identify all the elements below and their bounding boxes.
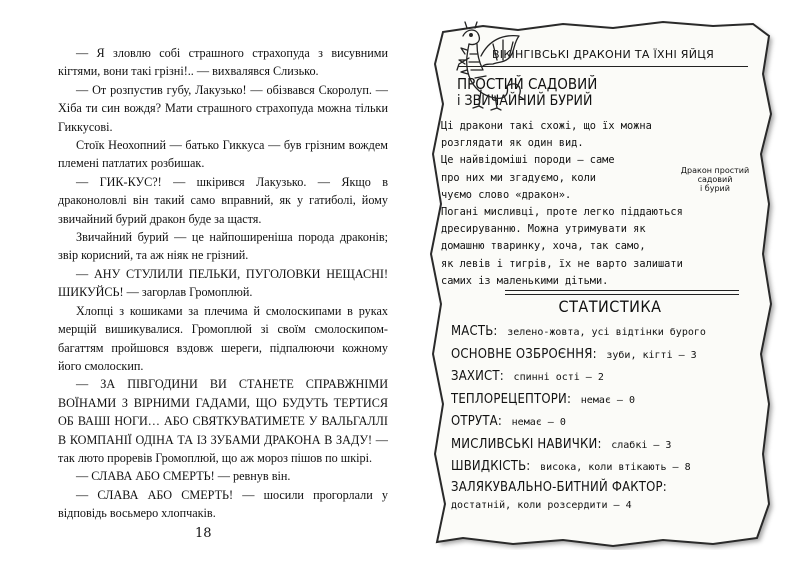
description-line: Ці дракони такі схожі, що їх можна [441,120,652,132]
paragraph: — Я зловлю собі страшного страхопуда з висувними кігтями, вони такі грізні!.. — вихвалявся Слизько. [58,46,388,79]
sheet-header: ВІКІНГІВСЬКІ ДРАКОНИ ТА ЇХНІ ЯЙЦЯ [491,48,715,61]
stat-value: достатній, коли розсердити — 4 [451,499,632,511]
stat-row [451,387,751,410]
illustration-caption [677,166,753,193]
stat-row [451,477,751,513]
stat-name: ОТРУТА: [451,414,503,429]
description-line: дресируванню. Можна утримувати як [441,223,646,236]
stat-row [451,342,751,365]
stat-value: немає — 0 [580,394,635,406]
paragraph: Хлопці з кошиками за плечима й смолоскипами в руках мерщій вишикувалися. Громоплюй зі своїм смолоскипом-багаттям пройшовся вздовж шереги, підпалюючи кожному його смолоскип. [58,303,388,373]
stat-row [451,409,751,432]
stat-value: висока, коли втікають — 8 [540,462,691,473]
dragon-drawing-icon [423,14,533,124]
stat-name: ШВИДКІСТЬ: [451,459,531,474]
stats-list [451,319,751,513]
paragraph: Стоїк Неохопний — батько Гиккуса — був грізним вождем племені патлатих розбишак. [58,138,388,171]
stat-name: ЗАЛЯКУВАЛЬНО-БИТНИЙ ФАКТОР: [451,479,667,495]
stat-name: ОСНОВНЕ ОЗБРОЄННЯ: [451,346,597,362]
stat-name: МИСЛИВСЬКІ НАВИЧКИ: [451,436,602,452]
paragraph: — От розпустив губу, Лакузько! — обізвався Скоролуп. — Хіба ти син вождя? Мати страшного страхопуда можна тільки Гиккусові. [58,82,388,134]
stat-row [451,454,751,477]
stats-title: СТАТИСТИКА [558,297,662,316]
stat-value: немає — 0 [511,417,566,428]
stat-name: МАСТЬ: [451,324,498,339]
stat-name: ТЕПЛОРЕЦЕПТОРИ: [451,391,572,407]
description-line: Погані мисливці, проте легко піддаються [441,206,683,219]
title-line-2: і ЗВИЧАЙНИЙ БУРИЙ [457,93,593,109]
stat-row [451,432,751,455]
caption-line: Дракон простий [680,166,750,175]
paragraph: — СЛАВА АБО СМЕРТЬ! — шосили прогорлали у відповідь восьмеро хлопчаків. [58,487,388,521]
description-line: домашню тваринку, хоча, так само, [441,240,646,253]
caption-line: садовий [697,175,733,184]
stat-row [451,364,751,387]
stat-value: зуби, кігті — 3 [606,349,697,361]
stat-value: спинні ості — 2 [513,372,604,383]
paragraph: — ЗА ПІВГОДИНИ ВИ СТАНЕТЕ СПРАВЖНІМИ ВОЇНАМИ З ВІРНИМИ ГАДАМИ, ЩО БУДУТЬ ТЕРТИСЯ ОБ ВАШІ НОГИ… АБО СВЯТКУВАТИМЕТЕ У ВАЛЬГАЛЛІ В КОМПАНІЇ ОДІНА ТА ІЗ ЗУБАМИ ДРАКОНА В ЗАДУ! — так люто проревів Громоплюй, що аж мороз пішов по шкірі. [58,377,388,465]
description-line: про них ми згадуємо, коли [441,171,596,184]
stat-row [451,319,751,342]
paragraph: — АНУ СТУЛИЛИ ПЕЛЬКИ, ПУГОЛОВКИ НЕЩАСНІ! ШИКУЙСЬ! — загорлав Громоплюй. [58,266,388,300]
parchment-sheet [423,14,779,550]
stat-name: ЗАХИСТ: [451,369,504,384]
left-page-text [58,44,388,523]
paragraph: — СЛАВА АБО СМЕРТЬ! — ревнув він. [76,469,291,484]
stat-value: слабкі — 3 [611,439,672,451]
stat-value: зелено-жовта, усі відтінки бурого [507,327,706,338]
caption-line: і бурий [700,184,730,193]
dragon-description [441,118,707,290]
page-number: 18 [195,526,212,541]
description-line: як левів і тигрів, їх не варто залишати [441,257,683,270]
paragraph: Звичайний бурий — це найпоширеніша порода драконів; звір корисний, та аж ніяк не грізний. [58,230,388,263]
paragraph: — ГИК-КУС?! — шкірився Лакузько. — Якщо в драконоловлі він такий само вправний, як у гатиболі, йому звичайний бурий дракон буде за щастя. [58,174,388,226]
description-line: чуємо слово «дракон». [441,188,572,201]
description-line: Це найвідоміші породи — саме [441,154,615,167]
description-line: самих із маленькими дітьми. [441,274,609,287]
section-divider [505,290,739,295]
description-line: розглядати як один вид. [441,137,584,150]
title-line-1: ПРОСТИЙ САДОВИЙ [457,75,598,93]
